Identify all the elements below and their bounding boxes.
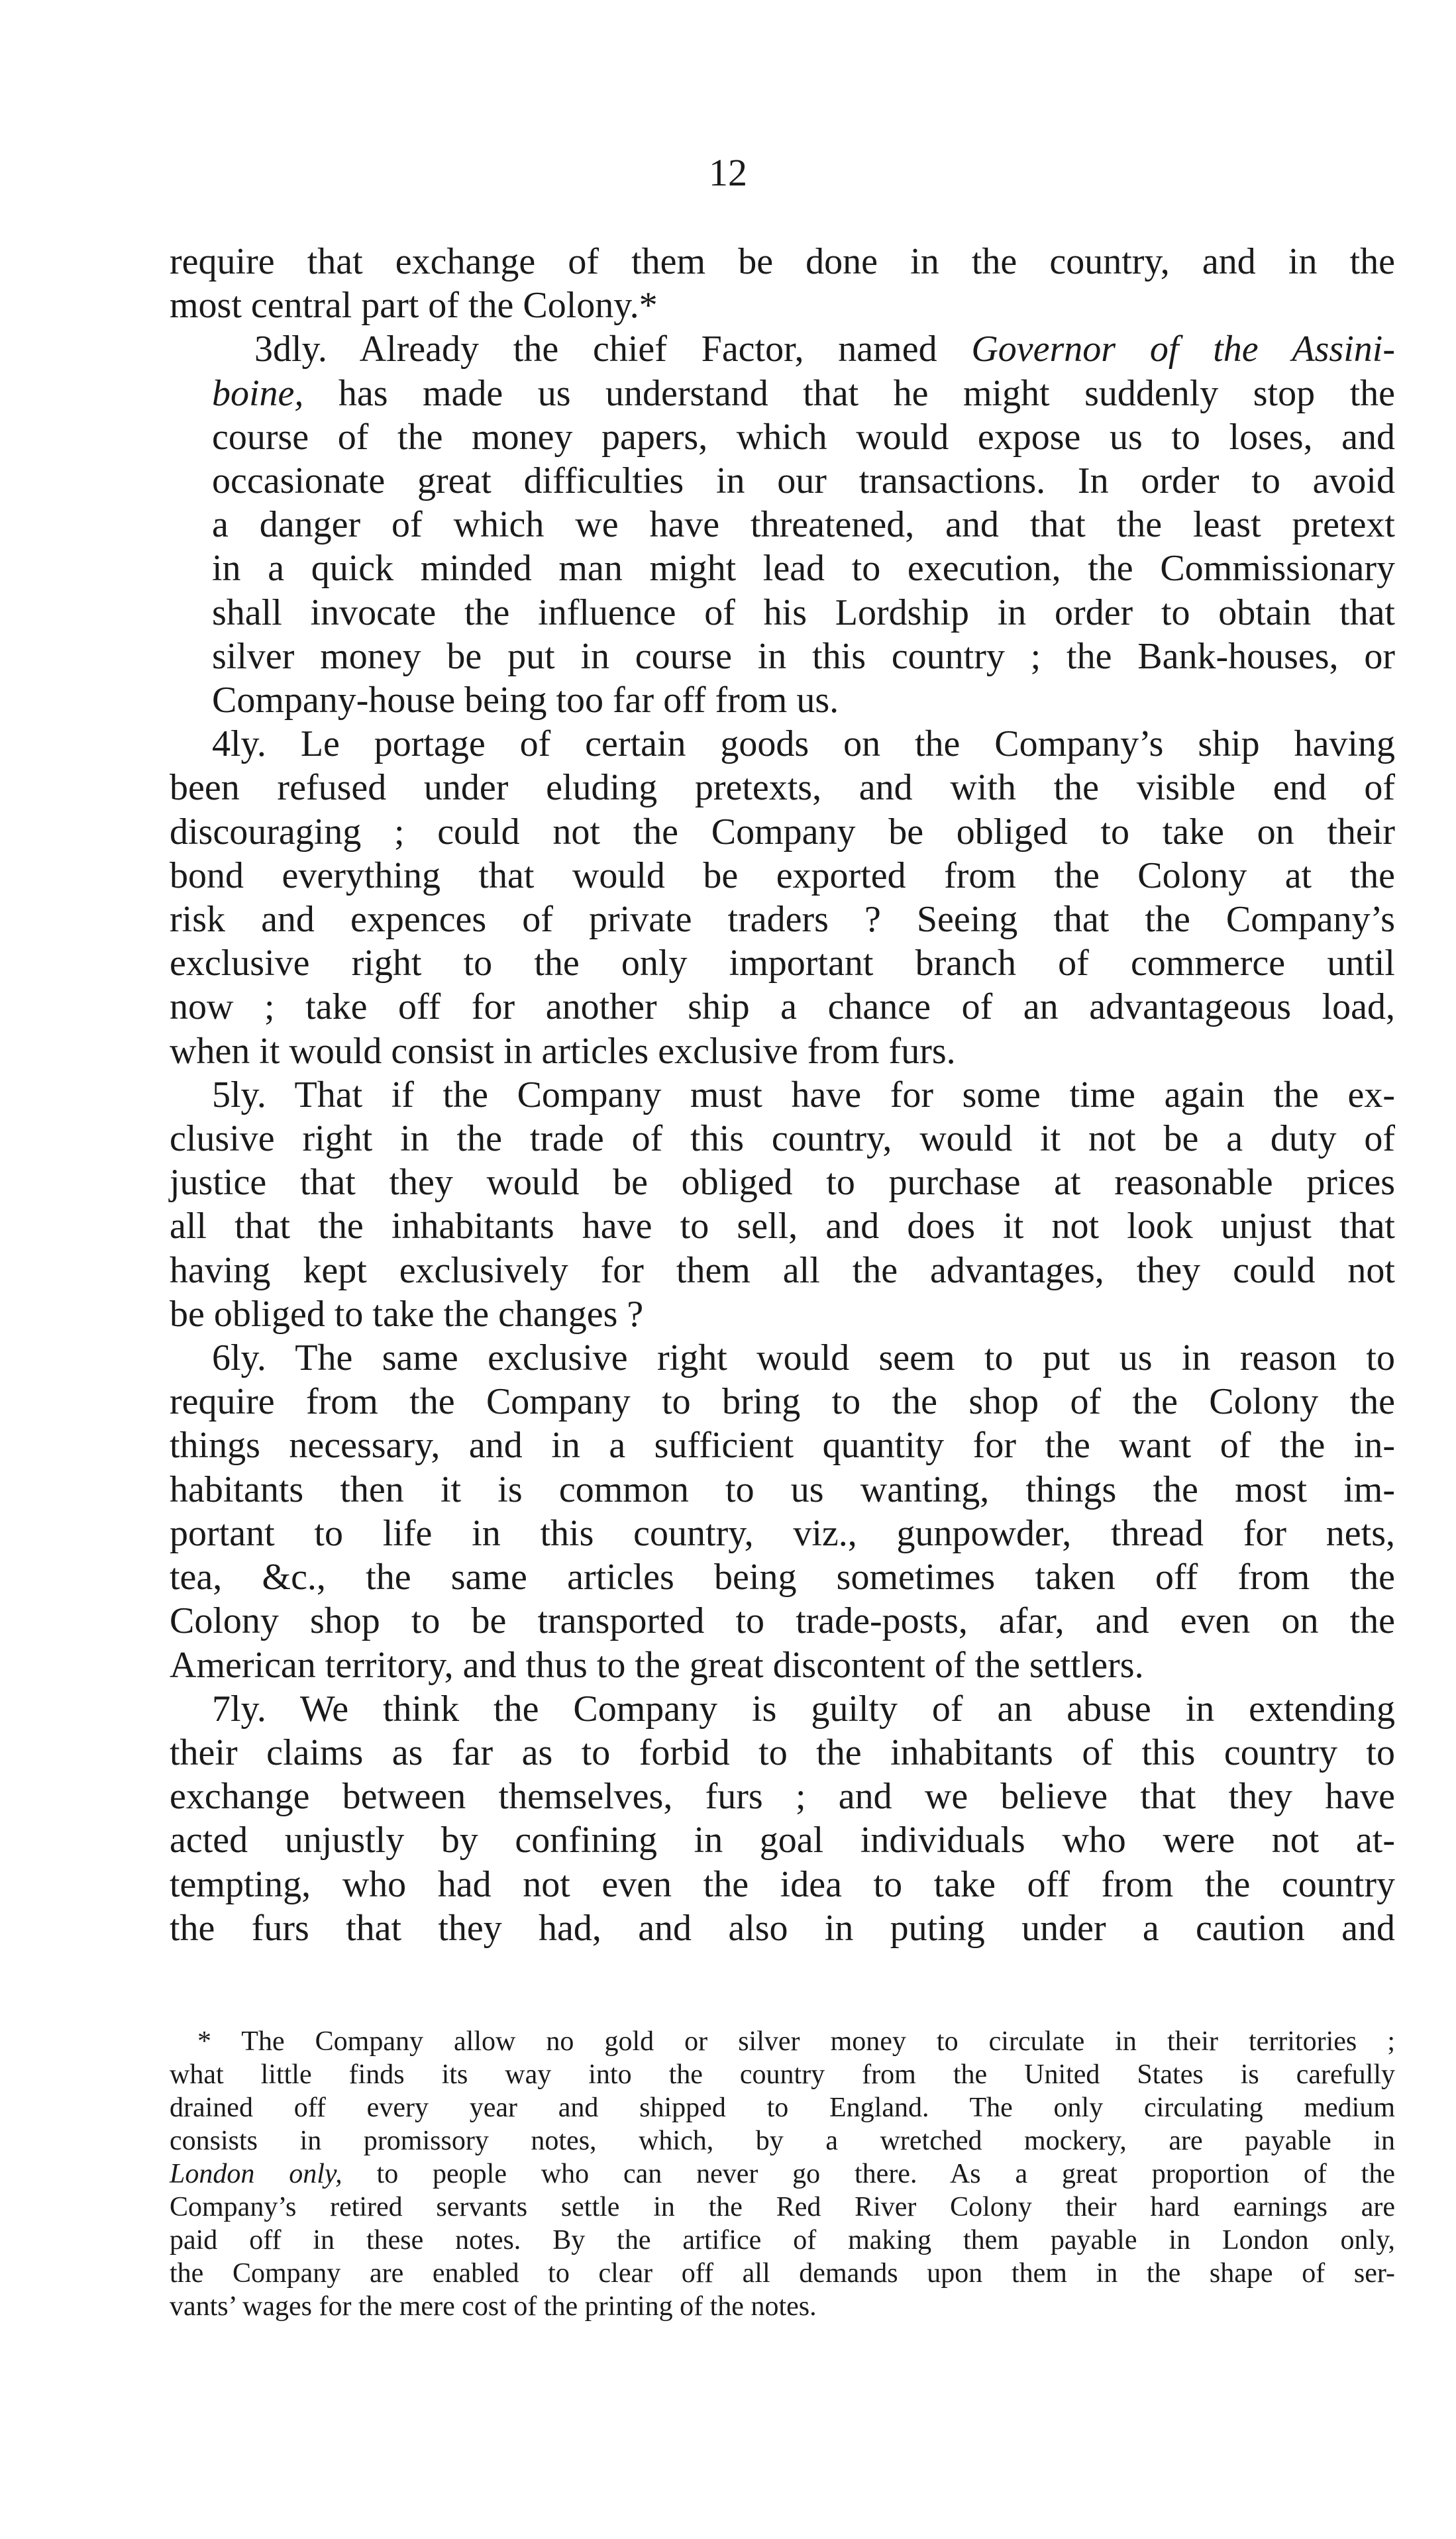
text-line: [170, 372, 1395, 415]
italic-text: Governor of the Assini-: [971, 329, 1395, 370]
text-line: 6ly. The same exclusive right would seem to put us in reason to: [212, 1337, 1395, 1379]
text-line: when it would consist in articles exclusive from furs.: [170, 1030, 956, 1072]
footnote-line: vants’ wages for the mere cost of the printing of the notes.: [170, 2291, 817, 2322]
text-span: has made us understand that he might suddenly stop the: [303, 372, 1395, 414]
text-line: exclusive right to the only important branch of commerce until: [170, 943, 1395, 984]
text-line: the furs that they had, and also in puting under a caution and: [170, 1907, 1395, 1949]
text-line: risk and expences of private traders ? Seeing that the Company’s: [170, 899, 1395, 941]
text-line: require from the Company to bring to the shop of the Colony the: [170, 1381, 1395, 1423]
text-line: their claims as far as to forbid to the inhabitants of this country to: [170, 1732, 1395, 1773]
footnote: [170, 2025, 1395, 2323]
text-line: things necessary, and in a sufficient quantity for the want of the in-: [170, 1425, 1395, 1467]
text-line: be obliged to take the changes ?: [170, 1293, 644, 1335]
footnote-line: paid off in these notes. By the artifice of making them payable in London only,: [170, 2225, 1395, 2255]
text-line: 5ly. That if the Company must have for some time again the ex-: [212, 1074, 1395, 1115]
text-span: 3dly. Already the chief Factor, named: [254, 329, 972, 370]
text-line: require that exchange of them be done in the country, and in the: [170, 241, 1395, 282]
text-line: portant to life in this country, viz., gunpowder, thread for nets,: [170, 1512, 1395, 1554]
text-line: now ; take off for another ship a chance of an advantageous load,: [170, 986, 1395, 1028]
text-line: clusive right in the trade of this country, would it not be a duty of: [170, 1118, 1395, 1160]
footnote-line: the Company are enabled to clear off all demands upon them in the shape of ser-: [170, 2258, 1395, 2289]
text-line: tea, &c., the same articles being sometimes taken off from the: [170, 1557, 1395, 1598]
paragraph-5ly: [170, 1073, 1395, 1336]
text-line: bond everything that would be exported from the Colony at the: [170, 855, 1395, 896]
text-line: been refused under eluding pretexts, and with the visible end of: [170, 767, 1395, 809]
text-line: a danger of which we have threatened, and that the least pretext: [212, 504, 1395, 546]
text-line: in a quick minded man might lead to execution, the Commissionary: [212, 548, 1395, 590]
footnote-line: drained off every year and shipped to England. The only circulating medium: [170, 2093, 1395, 2123]
paragraph-1: [170, 240, 1395, 327]
text-line: habitants then it is common to us wanting, things the most im-: [170, 1469, 1395, 1510]
text-line: shall invocate the influence of his Lordship in order to obtain that: [212, 592, 1395, 633]
text-line: Colony shop to be transported to trade-posts, afar, and even on the: [170, 1600, 1395, 1642]
italic-text: London only,: [170, 2159, 342, 2189]
paragraph-3dly: [170, 327, 1395, 722]
text-line: tempting, who had not even the idea to take off from the country: [170, 1863, 1395, 1905]
text-line: American territory, and thus to the great discontent of the settlers.: [170, 1644, 1144, 1686]
text-line: occasionate great difficulties in our transactions. In order to avoid: [212, 460, 1395, 502]
paragraph-7ly: [170, 1687, 1395, 1950]
paragraph-4ly: [170, 722, 1395, 1073]
footnote-line: what little finds its way into the country from the United States is carefully: [170, 2059, 1395, 2090]
page-number: 12: [709, 151, 747, 194]
footnote-line: [170, 2157, 1395, 2191]
text-line: exchange between themselves, furs ; and we believe that they have: [170, 1776, 1395, 1818]
paragraph-6ly: [170, 1336, 1395, 1687]
text-line: Company-house being too far off from us.: [212, 680, 839, 721]
text-line: most central part of the Colony.*: [170, 285, 658, 327]
text-span: to people who can never go there. As a great proportion of the: [342, 2159, 1395, 2189]
text-line: course of the money papers, which would expose us to loses, and: [212, 416, 1395, 458]
text-line: 4ly. Le portage of certain goods on the Company’s ship having: [212, 723, 1395, 765]
footnote-line: consists in promissory notes, which, by a wretched mockery, are payable in: [170, 2126, 1395, 2156]
text-line: having kept exclusively for them all the advantages, they could not: [170, 1249, 1395, 1291]
footnote-line: * The Company allow no gold or silver money to circulate in their territories ;: [197, 2026, 1395, 2057]
text-line: acted unjustly by confining in goal individuals who were not at-: [170, 1820, 1395, 1861]
text-line: [170, 327, 1395, 371]
italic-text: boine,: [212, 372, 304, 414]
body-text: [170, 240, 1395, 1950]
text-line: 7ly. We think the Company is guilty of an abuse in extending: [212, 1688, 1395, 1730]
text-line: discouraging ; could not the Company be obliged to take on their: [170, 811, 1395, 853]
text-line: justice that they would be obliged to purchase at reasonable prices: [170, 1162, 1395, 1204]
text-line: silver money be put in course in this country ; the Bank-houses, or: [212, 635, 1395, 677]
footnote-line: Company’s retired servants settle in the Red River Colony their hard earnings are: [170, 2192, 1395, 2222]
text-line: all that the inhabitants have to sell, and does it not look unjust that: [170, 1206, 1395, 1247]
